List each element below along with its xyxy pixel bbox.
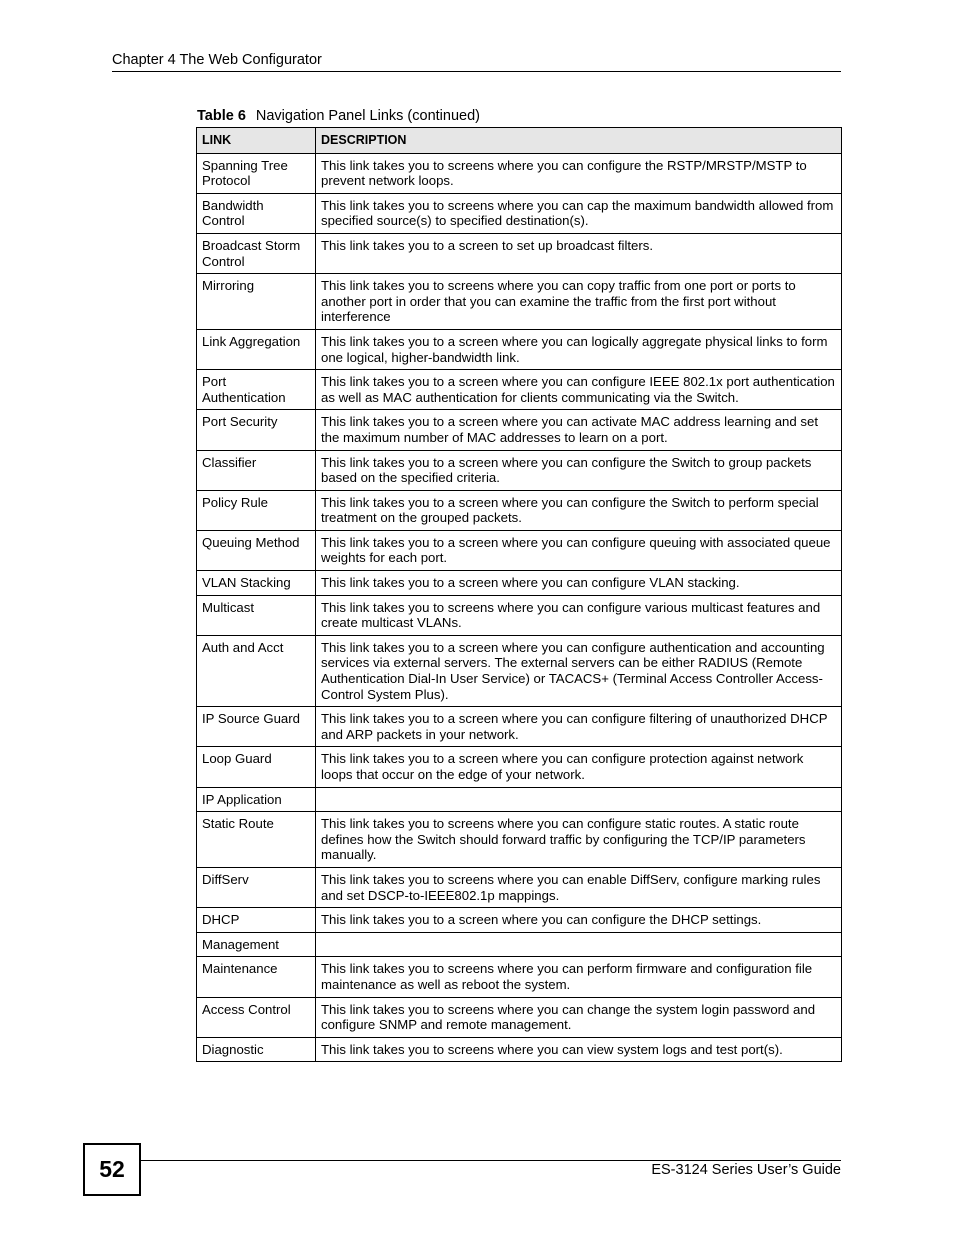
table-row [197,635,842,706]
table-row [197,595,842,635]
link-cell: VLAN Stacking [197,571,316,596]
link-cell: Mirroring [197,274,316,330]
table-row [197,370,842,410]
table-row [197,490,842,530]
table-row [197,530,842,570]
chapter-title: Chapter 4 The Web Configurator [112,52,322,68]
table-row [197,707,842,747]
description-cell: This link takes you to screens where you can configure various multicast features and create multicast VLANs. [316,595,842,635]
header-divider [112,71,841,72]
link-cell: Multicast [197,595,316,635]
table-row [197,932,842,957]
table-row [197,1037,842,1062]
guide-title: ES-3124 Series User’s Guide [651,1162,841,1178]
description-cell: This link takes you to screens where you can perform firmware and configuration file maintenance as well as reboot the system. [316,957,842,997]
link-cell: Loop Guard [197,747,316,787]
table-header-row [197,128,842,154]
description-cell: This link takes you to a screen to set up broadcast filters. [316,233,842,273]
link-cell: IP Source Guard [197,707,316,747]
description-cell: This link takes you to screens where you can enable DiffServ, configure marking rules and set DSCP-to-IEEE802.1p mappings. [316,867,842,907]
table-row [197,193,842,233]
table-row [197,153,842,193]
link-cell: Management [197,932,316,957]
description-cell: This link takes you to screens where you can configure the RSTP/MRSTP/MSTP to prevent network loops. [316,153,842,193]
table-row [197,329,842,369]
description-cell: This link takes you to a screen where you can configure the Switch to group packets based on the specified criteria. [316,450,842,490]
description-cell: This link takes you to screens where you can configure static routes. A static route defines how the Switch should forward traffic by configuring the TCP/IP parameters manually. [316,812,842,868]
description-cell: This link takes you to a screen where you can configure authentication and accounting services via external servers. The external servers can be either RADIUS (Remote Authentication Dial-In User Service) or TACACS+ (Terminal Access Controller Access-Control System Plus). [316,635,842,706]
table-row [197,867,842,907]
description-cell: This link takes you to a screen where you can configure VLAN stacking. [316,571,842,596]
table-caption-text: Navigation Panel Links (continued) [255,108,480,124]
link-cell: Port Authentication [197,370,316,410]
description-cell: This link takes you to a screen where you can configure the Switch to perform special treatment on the grouped packets. [316,490,842,530]
table-row [197,908,842,933]
description-cell [316,932,842,957]
link-cell: Spanning Tree Protocol [197,153,316,193]
link-cell: IP Application [197,787,316,812]
table-row [197,747,842,787]
description-cell: This link takes you to a screen where you can configure IEEE 802.1x port authentication as well as MAC authentication for clients communicating via the Switch. [316,370,842,410]
table-caption [197,108,480,124]
description-cell: This link takes you to a screen where you can logically aggregate physical links to form one logical, higher-bandwidth link. [316,329,842,369]
table-row [197,997,842,1037]
link-cell: Auth and Acct [197,635,316,706]
table-row [197,450,842,490]
link-cell: Access Control [197,997,316,1037]
link-cell: Classifier [197,450,316,490]
description-cell: This link takes you to a screen where you can configure protection against network loops that occur on the edge of your network. [316,747,842,787]
description-cell: This link takes you to screens where you can view system logs and test port(s). [316,1037,842,1062]
description-cell: This link takes you to screens where you can copy traffic from one port or ports to another port in order that you can examine the traffic from the first port without interference [316,274,842,330]
link-cell: DiffServ [197,867,316,907]
table-row [197,957,842,997]
navigation-panel-links-table [196,127,842,1062]
page-number: 52 [83,1143,141,1196]
link-cell: Broadcast Storm Control [197,233,316,273]
link-cell: Static Route [197,812,316,868]
link-cell: Policy Rule [197,490,316,530]
description-cell: This link takes you to screens where you can cap the maximum bandwidth allowed from specified source(s) to specified destination(s). [316,193,842,233]
table-row [197,571,842,596]
footer-divider [140,1160,841,1161]
description-cell: This link takes you to a screen where you can configure filtering of unauthorized DHCP and ARP packets in your network. [316,707,842,747]
link-cell: Queuing Method [197,530,316,570]
link-cell: DHCP [197,908,316,933]
description-cell [316,787,842,812]
table-row [197,410,842,450]
table-row [197,233,842,273]
link-cell: Port Security [197,410,316,450]
description-cell: This link takes you to screens where you can change the system login password and configure SNMP and remote management. [316,997,842,1037]
link-cell: Bandwidth Control [197,193,316,233]
table-body [197,153,842,1062]
table-row [197,787,842,812]
table-caption-label: Table 6 [197,108,246,124]
column-header-link: LINK [197,128,316,154]
description-cell: This link takes you to a screen where you can activate MAC address learning and set the maximum number of MAC addresses to learn on a port. [316,410,842,450]
link-cell: Maintenance [197,957,316,997]
column-header-description: DESCRIPTION [316,128,842,154]
link-cell: Diagnostic [197,1037,316,1062]
description-cell: This link takes you to a screen where you can configure the DHCP settings. [316,908,842,933]
table-row [197,274,842,330]
description-cell: This link takes you to a screen where you can configure queuing with associated queue weights for each port. [316,530,842,570]
table-row [197,812,842,868]
link-cell: Link Aggregation [197,329,316,369]
